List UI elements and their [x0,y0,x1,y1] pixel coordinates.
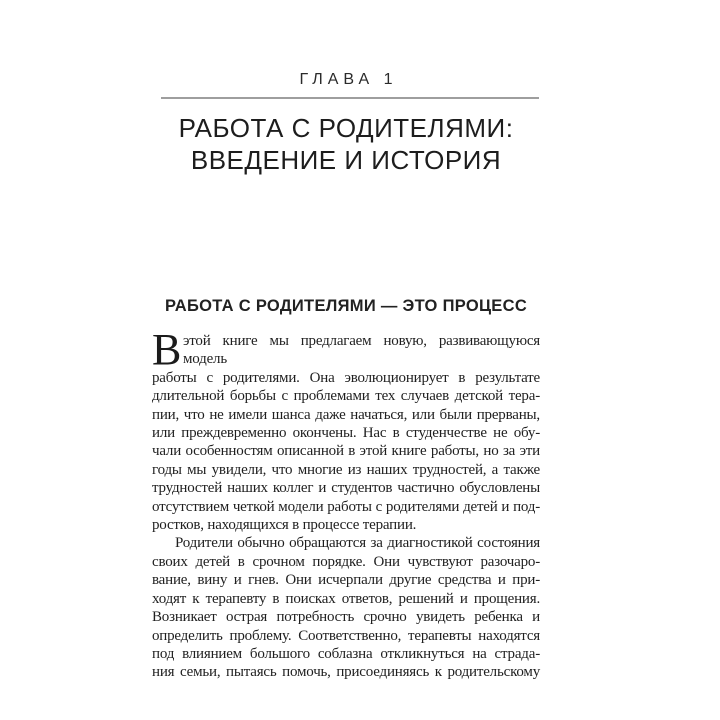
text-line: трудностей наших коллег и студентов частично обусловлены [152,480,540,497]
section-heading: РАБОТА С РОДИТЕЛЯМИ — ЭТО ПРОЦЕСС [164,297,528,315]
text-line: ния семьи, пытаясь помочь, присоединяясь к родительскому [152,664,540,681]
chapter-title-line-1: РАБОТА С РОДИТЕЛЯМИ: [178,113,514,143]
paragraph-1 [152,325,540,534]
chapter-title-line-2: ВВЕДЕНИЕ И ИСТОРИЯ [190,145,502,175]
text-line: ростков, находящихся в процессе терапии. [152,517,417,534]
text-line: пии, что не имели шанса даже начаться, или были прерваны, [152,406,540,423]
text-line: или преждевременно окончены. Нас в студенчестве не обу- [152,425,540,442]
text-line: чали особенностям описанной в этой книге работы, но за эти [152,443,540,460]
text-line: отсутствием четкой модели работы с родителями детей и под- [152,498,540,515]
text-line: под влиянием большого соблазна откликнуться на страда- [152,645,540,662]
chapter-label: ГЛАВА 1 [299,71,398,88]
drop-cap: В [152,325,182,374]
text-line: годы мы увидели, что многие из наших трудностей, а также [152,461,540,478]
text-line: этой книге мы предлагаем новую, развивающуюся модель [183,333,540,368]
text-line: определить проблему. Соответственно, терапевты находятся [152,627,540,644]
text-line: Родители обычно обращаются за диагностикой состояния [175,535,540,552]
paragraph-2 [152,534,540,681]
text-line: вание, вину и гнев. Они исчерпали другие средства и при- [152,572,540,589]
text-line: ходят к терапевту в поисках ответов, решений и прощения. [152,590,540,607]
chapter-title [132,112,560,176]
chapter-divider-line [161,97,539,99]
text-line: работы с родителями. Она эволюционирует в результате [152,369,540,386]
text-line: Возникает острая потребность срочно увидеть ребенка и [152,609,540,626]
text-line: длительной борьбы с проблемами тех случаев детской тера- [152,388,540,405]
body-text [152,325,540,682]
text-line: своих детей в срочном порядке. Они чувствуют разочаро- [152,553,540,570]
